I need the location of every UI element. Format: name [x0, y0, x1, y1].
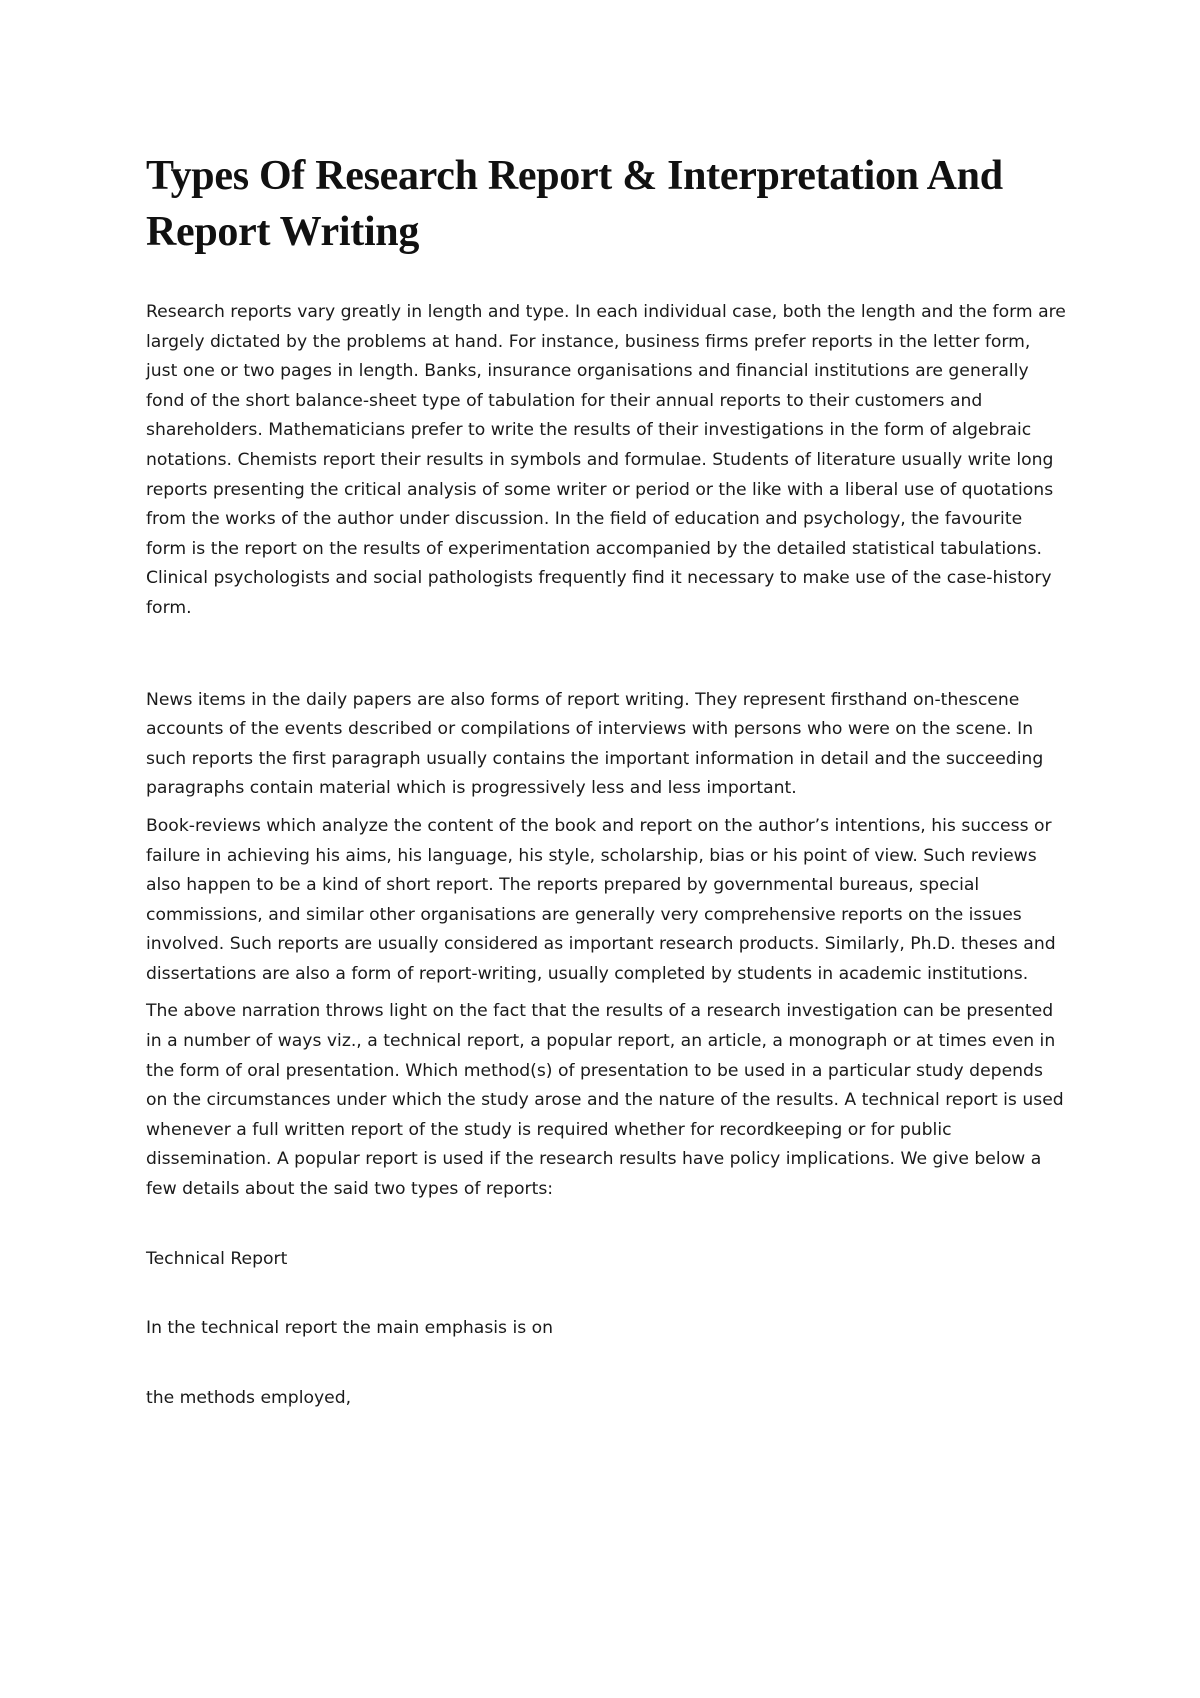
document-content [146, 148, 1066, 1413]
document-title: Types Of Research Report & Interpretation And Report Writing [146, 153, 1003, 255]
paragraph-technical-emphasis: In the technical report the main emphasis is on [146, 1318, 554, 1339]
paragraph-news-items: News items in the daily papers are also forms of report writing. They represent firsthand on-thescene accounts of the events described or compilations of interviews with persons who were on the scene. In such reports the first paragraph usually contains the important information in detail and the succeeding paragraphs contain material which is progressively less and less important. [146, 689, 1044, 799]
paragraph-narration: The above narration throws light on the fact that the results of a research investigation can be presented in a number of ways viz., a technical report, a popular report, an article, a monograph or at times even in the form of oral presentation. Which method(s) of presentation to be used in a particular study depends on the circumstances under which the study arose and the nature of the results. A technical report is used whenever a full written report of the study is required whether for recordkeeping or for public dissemination. A popular report is used if the research results have policy implications. We give below a few details about the said two types of reports: [146, 1001, 1064, 1200]
paragraph-research-reports: Research reports vary greatly in length and type. In each individual case, both the length and the form are largely dictated by the problems at hand. For instance, business firms prefer reports in the letter form, just one or two pages in length. Banks, insurance organisations and financial institutions are generally fond of the short balance-sheet type of tabulation for their annual reports to their customers and shareholders. Mathematicians prefer to write the results of their investigations in the form of algebraic notations. Chemists report their results in symbols and formulae. Students of literature usually write long reports presenting the critical analysis of some writer or period or the like with a liberal use of quotations from the works of the author under discussion. In the field of education and psychology, the favourite form is the report on the results of experimentation accompanied by the detailed statistical tabulations. Clinical psychologists and social pathologists frequently find it necessary to make use of the case-history form. [146, 302, 1066, 618]
section-heading-technical-report: Technical Report [146, 1248, 288, 1269]
paragraph-book-reviews: Book-reviews which analyze the content of the book and report on the author’s intentions, his success or failure in achieving his aims, his language, his style, scholarship, bias or his point of view. Such reviews also happen to be a kind of short report. The reports prepared by governmental bureaus, special commissions, and similar other organisations are generally very comprehensive reports on the issues involved. Such reports are usually considered as important research products. Similarly, Ph.D. theses and dissertations are also a form of report-writing, usually completed by students in academic institutions. [146, 815, 1056, 984]
paragraph-methods-employed: the methods employed, [146, 1387, 352, 1408]
